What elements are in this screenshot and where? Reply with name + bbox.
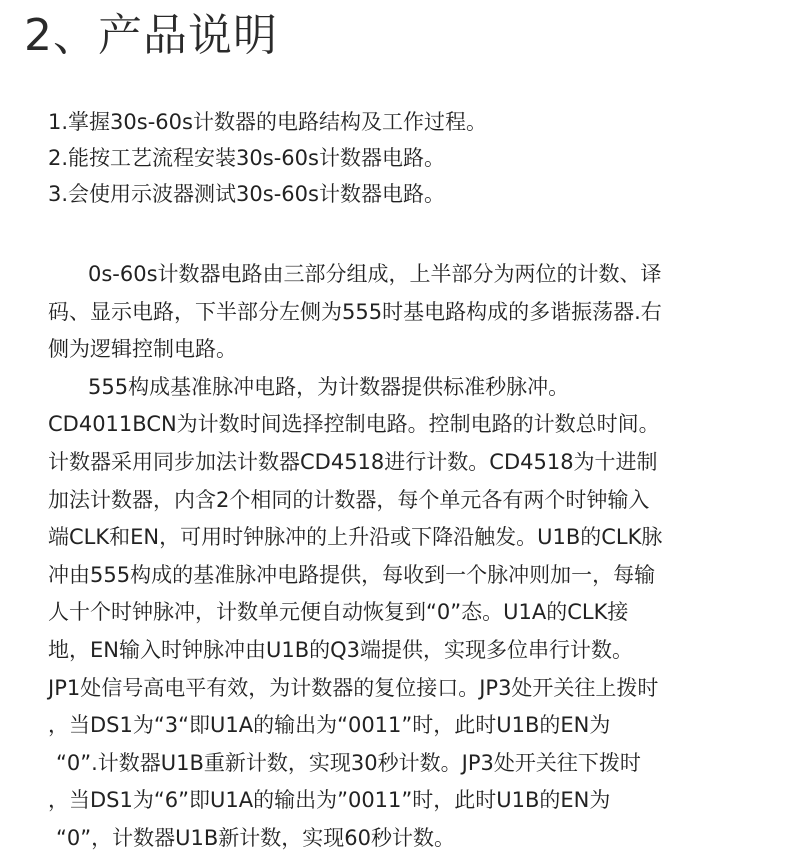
- description-line: 码、显示电路，下半部分左侧为555时基电路构成的多谐振荡器.右: [48, 299, 662, 324]
- description-line: 加法计数器，内含2个相同的计数器，每个单元各有两个时钟输入: [48, 487, 650, 512]
- description-line: 555构成基准脉冲电路，为计数器提供标准秒脉冲。: [88, 374, 570, 399]
- description-line: 端CLK和EN，可用时钟脉冲的上升沿或下降沿触发。U1B的CLK脉: [48, 525, 663, 550]
- description-body: [0, 256, 800, 858]
- description-line: 地，EN输入时钟脉冲由U1B的Q3端提供，实现多位串行计数。: [48, 637, 634, 662]
- description-line: ，当DS1为“3“即U1A的输出为“0011”时，此时U1B的EN为: [48, 713, 611, 738]
- page-title: 2、产品说明: [24, 10, 278, 61]
- description-line: 侧为逻辑控制电路。: [48, 337, 237, 362]
- objective-item: 2.能按工艺流程安装30s-60s计数器电路。: [48, 146, 445, 170]
- objective-item: 3.会使用示波器测试30s-60s计数器电路。: [48, 182, 445, 206]
- description-line: 0s-60s计数器电路由三部分组成，上半部分为两位的计数、译: [88, 262, 662, 286]
- description-line: “0”.计数器U1B重新计数，实现30秒计数。JP3处开关往下拨时: [56, 750, 641, 775]
- description-line: CD4011BCN为计数时间选择控制电路。控制电路的计数总时间。: [48, 412, 660, 437]
- description-line: 计数器采用同步加法计数器CD4518进行计数。CD4518为十进制: [48, 449, 658, 474]
- description-line: 人十个时钟脉冲，计数单元便自动恢复到“0”态。U1A的CLK接: [48, 600, 629, 625]
- description-line: ，当DS1为“6”即U1A的输出为”0011”时，此时U1B的EN为: [48, 788, 611, 813]
- description-line: “0”，计数器U1B新计数，实现60秒计数。: [56, 825, 455, 850]
- objectives-list: [48, 104, 487, 212]
- objective-item: 1.掌握30s-60s计数器的电路结构及工作过程。: [48, 110, 487, 134]
- description-line: 冲由555构成的基准脉冲电路提供，每收到一个脉冲则加一，每输: [48, 562, 656, 587]
- description-line: JP1处信号高电平有效，为计数器的复位接口。JP3处开关往上拨时: [48, 675, 659, 700]
